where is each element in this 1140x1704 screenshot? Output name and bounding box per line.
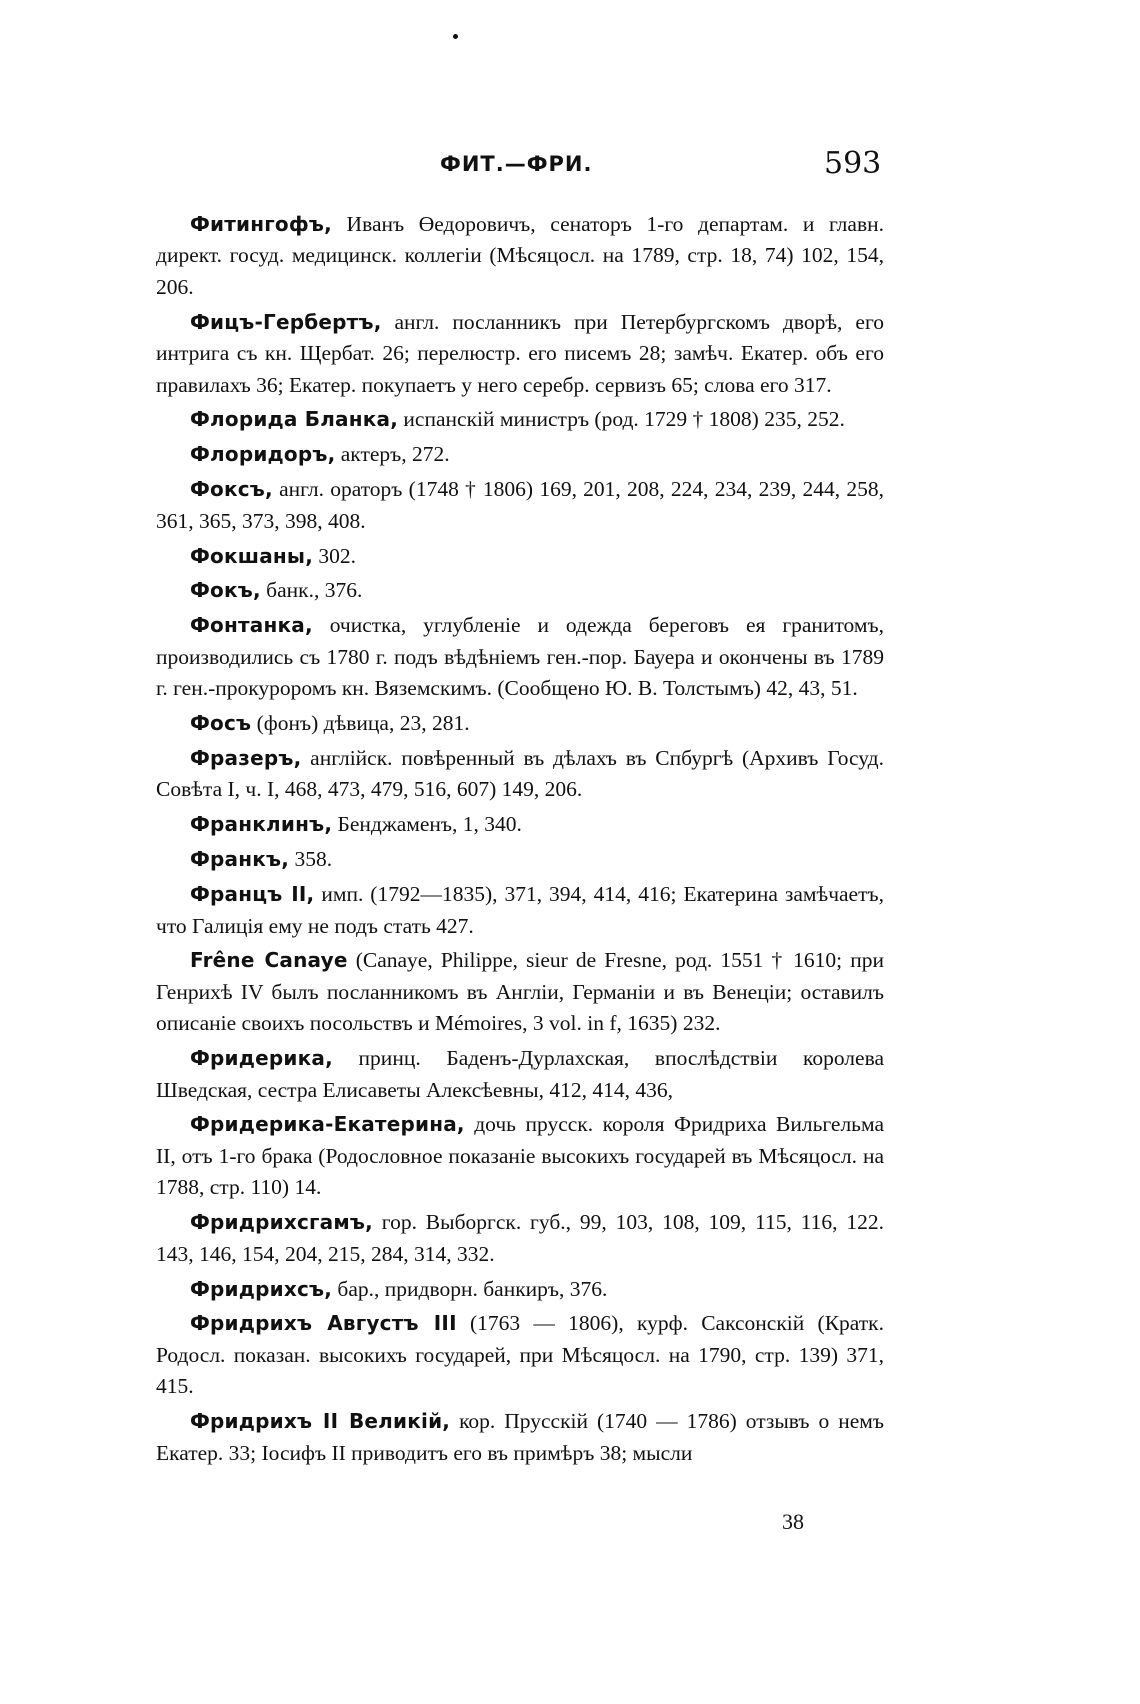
entry-text: имп. (1792—1835), 371, 394, 414, 416; Екатерина замѣчаетъ, что Галиція ему не подъ стать 427. [156,882,884,938]
entry-text: испанскій министръ (род. 1729 † 1808) 235, 252. [398,407,845,432]
entry-text: Бенджаменъ, 1, 340. [332,812,522,837]
entry-text: (фонъ) дѣвица, 23, 281. [251,711,470,736]
entry-text: англ. посланникъ при Петербургскомъ дворѣ, его интрига съ кн. Щербат. 26; перелюстр. его писемъ 28; замѣч. Екатер. объ его правилахъ 36; Екатер. покупаетъ у него серебр. сервизъ 65; слова его 317. [156,309,884,397]
index-entry [156,307,884,401]
index-entry [156,209,884,303]
ink-speck [453,34,458,39]
index-entry [156,879,884,942]
entry-headword: Флоридоръ, [190,442,336,467]
entry-headword: Фокшаны, [190,543,313,568]
index-entries [156,209,884,1472]
entry-headword: Фицъ-Гербертъ, [190,309,382,334]
running-head: ФИТ.—ФРИ. [440,152,593,176]
entry-headword: Фитингофъ, [190,212,332,236]
index-entry [156,743,884,806]
entry-text: банк., 376. [260,578,363,603]
entry-text: англійск. повѣренный въ дѣлахъ въ Спбургѣ (Архивъ Госуд. Совѣта I, ч. I, 468, 473, 479, 516, 607) 149, 206. [156,746,884,802]
entry-headword: Фридерика-Екатерина, [190,1112,465,1137]
entry-text: англ. ораторъ (1748 † 1806) 169, 201, 208, 224, 234, 239, 244, 258, 361, 365, 373, 398, 408. [156,477,884,533]
signature-mark: 38 [782,1509,804,1534]
entry-headword: Францъ II, [190,882,315,907]
index-entry [156,575,884,606]
index-entry [156,541,884,572]
entry-headword: Франклинъ, [190,812,333,837]
entry-headword: Фридрихсъ, [190,1276,333,1301]
index-entry [156,708,884,739]
index-entry [156,1274,884,1305]
entry-text: гор. Выборгск. губ., 99, 103, 108, 109, 115, 116, 122. 143, 146, 154, 204, 215, 284, 314, 332. [156,1210,884,1266]
entry-headword: Фонтанка, [190,613,313,638]
index-entry [156,404,884,435]
entry-text: кор. Прусскій (1740 — 1786) отзывъ о немъ Екатер. 33; Іосифъ II приводитъ его въ примѣръ 38; мысли [156,1409,884,1465]
entry-headword: Фридрихъ II Великій, [190,1409,451,1434]
index-entry [156,1406,884,1469]
entry-text: (1763 — 1806), курф. Саксонскій (Кратк. Родосл. показан. высокихъ государей, при Мѣсяцосл. на 1790, стр. 139) 371, 415. [156,1311,884,1399]
entry-text: Иванъ Өедоровичъ, сенаторъ 1-го департам. и главн. директ. госуд. медицинск. коллегіи (Мѣсяцосл. на 1789, стр. 18, 74) 102, 154, 206. [156,212,884,299]
entry-headword: Фридрихсгамъ, [190,1210,373,1235]
index-entry [156,844,884,875]
entry-text: бар., придворн. банкиръ, 376. [332,1276,608,1301]
entry-headword: Фридерика, [190,1046,333,1071]
entry-text: принц. Баденъ-Дурлахская, впослѣдствіи королева Шведская, сестра Елисаветы Алексѣевны, 412, 414, 436, [156,1046,884,1102]
entry-headword: Флорида Бланка, [190,407,399,432]
entry-headword: Frêne Canaye [190,948,348,973]
index-entry [156,809,884,840]
index-entry [156,945,884,1039]
index-entry [156,1109,884,1203]
index-entry [156,1207,884,1270]
entry-text: очистка, углубленіе и одежда береговъ ея гранитомъ, производились съ 1780 г. подъ вѣдѣніемъ ген.-пор. Бауера и окончены въ 1789 г. ген.-прокуроромъ кн. Вяземскимъ. (Сообщено Ю. В. Толстымъ) 42, 43, 51. [156,613,884,701]
index-entry [156,1043,884,1106]
entry-headword: Фокъ, [190,578,261,603]
entry-headword: Фоксъ, [190,477,273,502]
index-entry [156,439,884,470]
entry-text: актеръ, 272. [335,442,450,467]
index-entry [156,474,884,537]
index-entry [156,610,884,704]
entry-headword: Фосъ [190,711,252,736]
entry-text: (Canaye, Philippe, sieur de Fresne, род. 1551 † 1610; при Генрихѣ IV былъ посланникомъ въ Англіи, Германіи и въ Венеціи; оставилъ описаніе своихъ посольствъ и Mémoires, 3 vol. in f, 1635) 232. [156,948,884,1036]
entry-headword: Фразеръ, [190,746,302,770]
page-number: 593 [824,146,882,181]
entry-text: дочь прусск. короля Фридриха Вильгельма II, отъ 1-го брака (Родословное показаніе высокихъ государей въ Мѣсяцосл. на 1788, стр. 110) 14. [156,1112,884,1200]
entry-headword: Франкъ, [190,847,290,872]
entry-text: 358. [289,847,333,872]
entry-headword: Фридрихъ Августъ III [190,1311,457,1336]
entry-text: 302. [313,543,356,568]
index-entry [156,1308,884,1402]
